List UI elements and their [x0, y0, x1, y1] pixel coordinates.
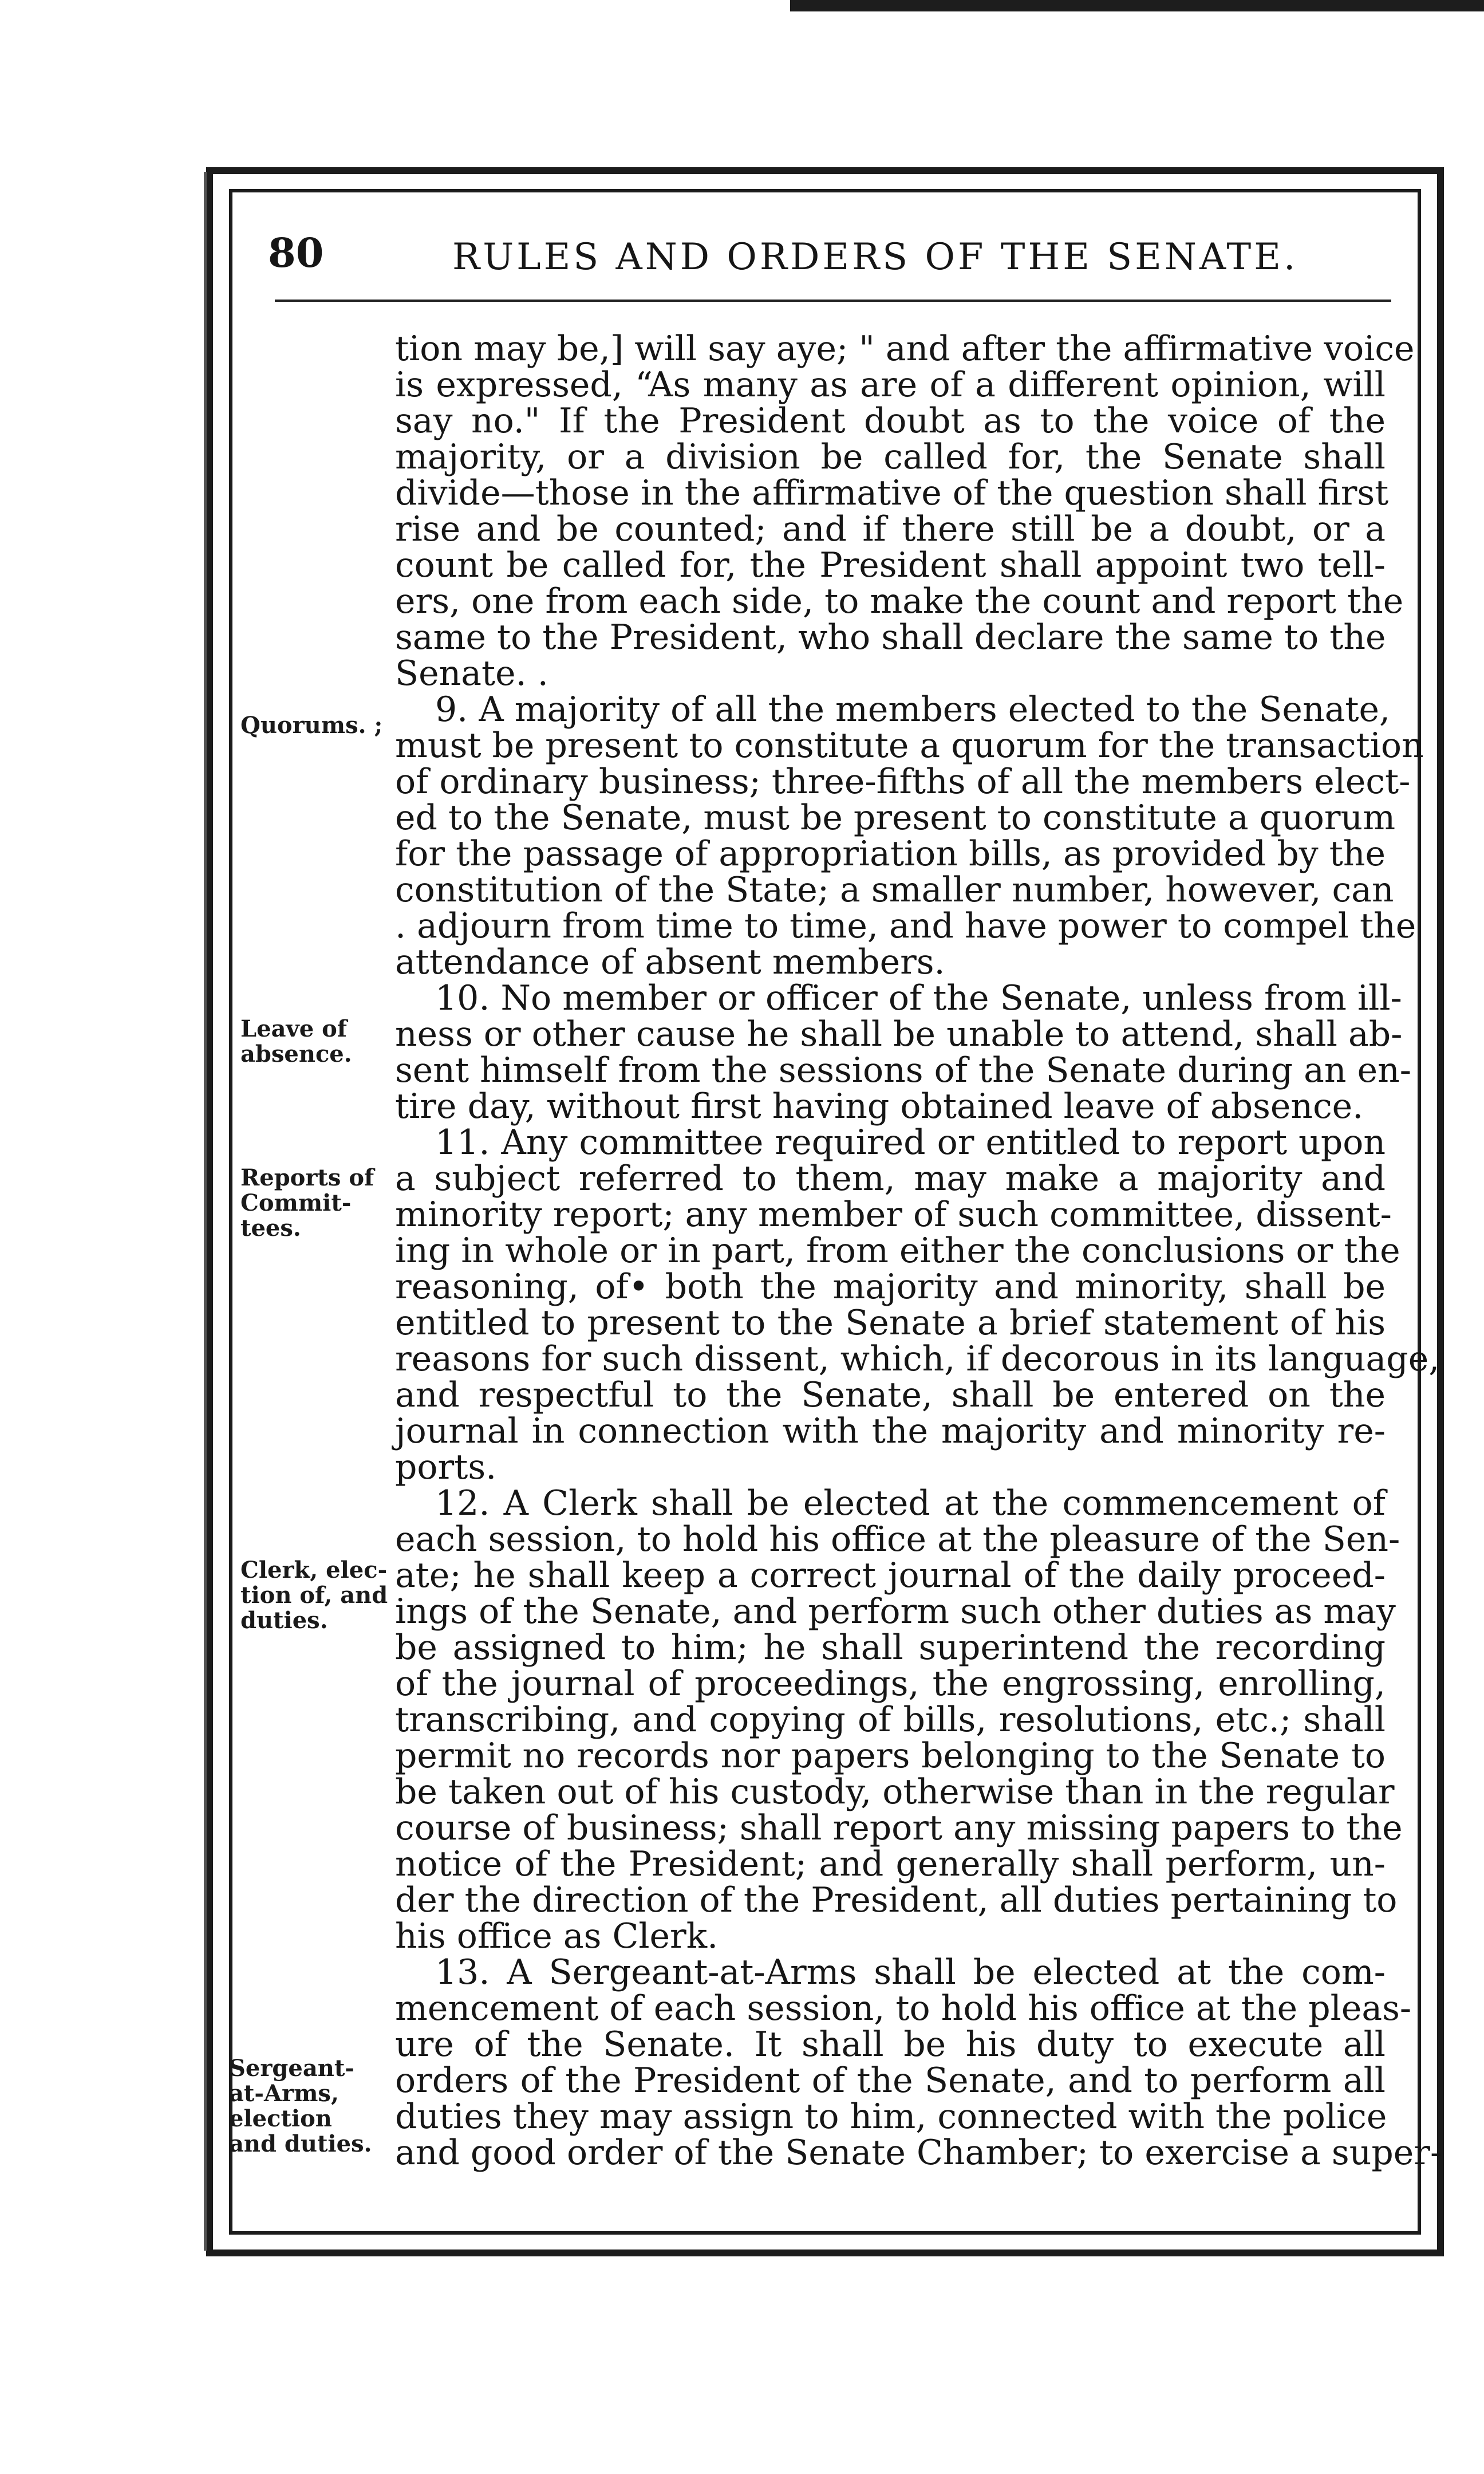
- sidenote-leave-of-absence: [240, 1017, 395, 1067]
- text-line: minority report; any member of such committee, dissent-: [395, 1195, 1392, 1235]
- text-line: ate; he shall keep a correct journal of the daily proceed-: [395, 1555, 1386, 1596]
- text-line: ness or other cause he shall be unable to attend, shall ab-: [395, 1014, 1403, 1054]
- text-line: attendance of absent members.: [395, 942, 945, 982]
- sidenote-sergeant-at-arms: [229, 2056, 384, 2157]
- text-line: constitution of the State; a smaller number, however, can: [395, 870, 1394, 910]
- text-line: majority, or a division be called for, the Senate shall: [395, 437, 1386, 477]
- text-line: each session, to hold his office at the pleasure of the Sen-: [395, 1519, 1400, 1559]
- body-text: [395, 329, 1442, 2173]
- text-line: notice of the President; and generally shall perform, un-: [395, 1844, 1386, 1884]
- text-line: course of business; shall report any missing papers to the: [395, 1808, 1403, 1848]
- text-line: be assigned to him; he shall superintend the recording: [395, 1628, 1386, 1668]
- text-line: of ordinary business; three-fifths of all the members elect-: [395, 762, 1411, 802]
- text-line: 9. A majority of all the members elected to the Senate,: [435, 690, 1391, 730]
- text-line: divide—those in the affirmative of the question shall first: [395, 473, 1389, 513]
- text-line: ings of the Senate, and perform such other duties as may: [395, 1591, 1396, 1632]
- text-line: mencement of each session, to hold his office at the pleas-: [395, 1988, 1412, 2028]
- paragraph-11-reports: [395, 1122, 1440, 1487]
- text-line: must be present to constitute a quorum for the transaction: [395, 726, 1424, 766]
- text-line: for the passage of appropriation bills, as provided by the: [395, 834, 1386, 874]
- text-line: entitled to present to the Senate a brief statement of his: [395, 1303, 1386, 1343]
- sidenote-line: tees.: [240, 1215, 301, 1242]
- sidenote-reports-of-committees: [240, 1165, 395, 1241]
- text-line: 13. A Sergeant-at-Arms shall be elected at the com-: [435, 1952, 1386, 1992]
- text-line: and respectful to the Senate, shall be entered on the: [395, 1375, 1386, 1415]
- text-line: ing in whole or in part, from either the conclusions or the: [395, 1231, 1400, 1271]
- text-line: sent himself from the sessions of the Senate during an en-: [395, 1050, 1412, 1090]
- text-line: of the journal of proceedings, the engrossing, enrolling,: [395, 1664, 1386, 1704]
- text-line: Senate. .: [395, 653, 548, 694]
- top-edge-rule: [790, 0, 1484, 11]
- sidenote-line: Commit-: [240, 1189, 352, 1216]
- text-line: permit no records nor papers belonging to the Senate to: [395, 1736, 1386, 1776]
- text-line: is expressed, “As many as are of a different opinion, will: [395, 365, 1386, 405]
- text-line: ed to the Senate, must be present to constitute a quorum: [395, 798, 1396, 838]
- text-line: ports.: [395, 1447, 497, 1487]
- text-line: tion may be,] will say aye; " and after the affirmative voice: [395, 329, 1415, 369]
- sidenote-clerk-duties: [240, 1558, 395, 1633]
- text-line: 12. A Clerk shall be elected at the commencement of: [435, 1483, 1386, 1523]
- text-line: tire day, without first having obtained leave of absence.: [395, 1086, 1364, 1126]
- text-line: orders of the President of the Senate, and to perform all: [395, 2061, 1386, 2101]
- sidenote-line: duties.: [240, 1607, 328, 1634]
- sidenote-line: Sergeant-: [229, 2055, 354, 2082]
- text-line: . adjourn from time to time, and have power to compel the: [395, 906, 1416, 946]
- binding-edge-mark: [204, 172, 207, 2251]
- text-line: a subject referred to them, may make a majority and: [395, 1159, 1386, 1199]
- text-line: reasons for such dissent, which, if decorous in its language,: [395, 1339, 1440, 1379]
- sidenote-line: at-Arms,: [229, 2080, 339, 2107]
- text-line: count be called for, the President shall appoint two tell-: [395, 545, 1386, 585]
- text-line: der the direction of the President, all duties pertaining to: [395, 1880, 1398, 1920]
- text-line: duties they may assign to him, connected with the police: [395, 2097, 1387, 2137]
- text-line: say no." If the President doubt as to the voice of the: [395, 401, 1386, 441]
- running-title: RULES AND ORDERS OF THE SENATE.: [452, 236, 1298, 278]
- paragraph-8-continued: [395, 329, 1415, 694]
- sidenote-line: and duties.: [229, 2130, 372, 2157]
- text-line: ers, one from each side, to make the count and report the: [395, 581, 1404, 621]
- sidenote-quorums: [240, 713, 395, 738]
- text-line: be taken out of his custody, otherwise than in the regular: [395, 1772, 1395, 1812]
- paragraph-13-sergeant: [395, 1952, 1442, 2173]
- text-line: his office as Clerk.: [395, 1916, 719, 1956]
- sidenote-line: Quorums. ;: [240, 712, 383, 739]
- text-line: rise and be counted; and if there still be a doubt, or a: [395, 509, 1386, 549]
- sidenote-line: election: [229, 2105, 332, 2132]
- text-line: 11. Any committee required or entitled to report upon: [435, 1122, 1386, 1163]
- paragraph-9-quorums: [395, 690, 1424, 982]
- sidenote-line: tion of, and: [240, 1582, 388, 1609]
- paragraph-10-leave: [395, 978, 1412, 1126]
- text-line: reasoning, of• both the majority and minority, shall be: [395, 1267, 1386, 1307]
- sidenote-line: Clerk, elec-: [240, 1557, 388, 1583]
- sidenote-line: Reports of: [240, 1164, 374, 1191]
- sidenote-line: Leave of: [240, 1015, 347, 1042]
- text-line: same to the President, who shall declare the same to the: [395, 617, 1386, 657]
- text-line: ure of the Senate. It shall be his duty to execute all: [395, 2024, 1386, 2065]
- text-line: and good order of the Senate Chamber; to exercise a super-: [395, 2133, 1442, 2173]
- page-number: 80: [268, 229, 324, 277]
- sidenote-line: absence.: [240, 1041, 352, 1067]
- text-line: journal in connection with the majority and minority re-: [395, 1411, 1386, 1451]
- text-line: transcribing, and copying of bills, resolutions, etc.; shall: [395, 1700, 1386, 1740]
- header-rule: [275, 300, 1391, 302]
- text-line: 10. No member or officer of the Senate, unless from ill-: [435, 978, 1402, 1018]
- paragraph-12-clerk: [395, 1483, 1403, 1956]
